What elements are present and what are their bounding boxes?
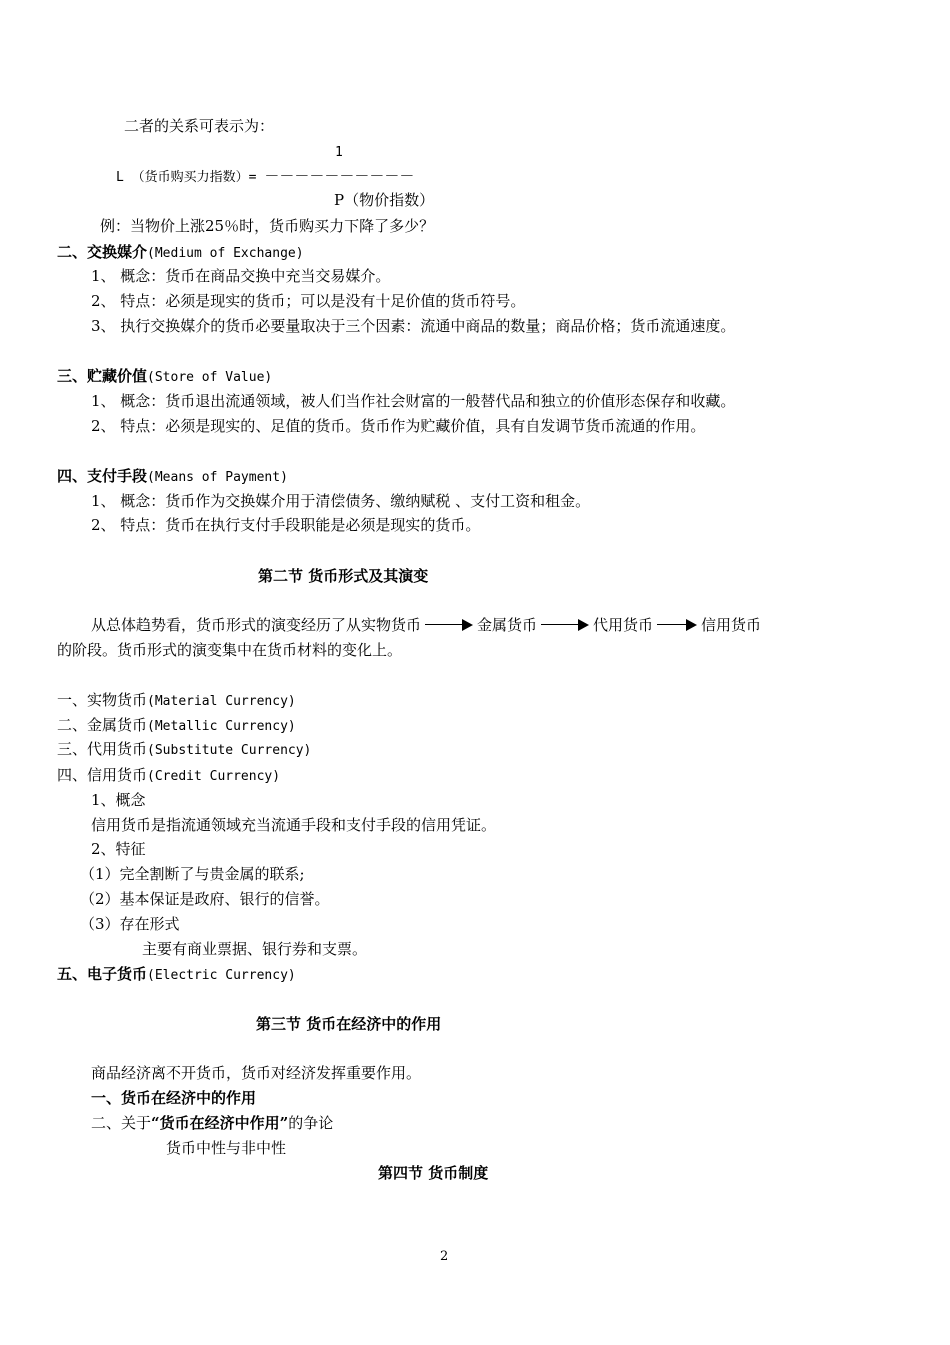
store-item-1: 1、 概念：货币退出流通领域，被人们当作社会财富的一般替代品和独立的价值形态保存和收藏。: [91, 392, 736, 410]
page-number: 2: [440, 1249, 449, 1264]
credit-forms: 主要有商业票据、银行券和支票。: [142, 940, 368, 958]
arrow-right-icon: [657, 615, 697, 635]
credit-concept-label: 1、概念: [91, 791, 146, 809]
evolution-line: [91, 615, 761, 635]
formula-example: 例：当物价上涨25％时，货币购买力下降了多少？: [100, 217, 435, 235]
exchange-item-3: 3、 执行交换媒介的货币必要量取决于三个因素：流通中商品的数量；商品价格；货币流通速度。: [91, 317, 736, 335]
evolution-prefix: 从总体趋势看，货币形式的演变经历了从实物货币: [91, 616, 422, 634]
formula-line: [116, 166, 414, 186]
arrow-right-icon: [541, 615, 589, 635]
formula-intro: 二者的关系可表示为：: [124, 117, 275, 135]
currency-type-en: (Metallic Currency): [147, 719, 296, 734]
section3-title: 第三节 货币在经济中的作用: [256, 1015, 442, 1033]
section-exchange-heading: [57, 242, 304, 262]
currency-type-substitute: [57, 739, 311, 759]
currency-type-label: 四、信用货币: [57, 766, 148, 784]
arrow-right-icon: [425, 615, 473, 635]
formula-numerator: 1: [335, 145, 343, 160]
section3-item-2-sub: 货币中性与非中性: [166, 1139, 287, 1157]
section-store-title-en: (Store of Value): [147, 370, 273, 385]
section3-item-2-prefix: 二、关于: [91, 1114, 152, 1132]
section3-item-2-suffix: 的争论: [288, 1114, 334, 1132]
currency-type-en: (Material Currency): [147, 694, 296, 709]
section-store-heading: [57, 366, 272, 386]
evolution-step-substitute: 代用货币: [593, 616, 654, 634]
store-item-2: 2、 特点：必须是现实的、足值的货币。货币作为贮藏价值，具有自发调节货币流通的作用。: [91, 417, 706, 435]
exchange-item-2: 2、 特点：必须是现实的货币；可以是没有十足价值的货币符号。: [91, 292, 526, 310]
section-payment-title: 四、支付手段: [57, 467, 148, 485]
section-electronic-title: 五、电子货币: [57, 965, 148, 983]
credit-feature-1: （1）完全割断了与贵金属的联系;: [80, 865, 305, 883]
currency-type-metallic: [57, 715, 296, 735]
payment-item-2: 2、 特点：货币在执行支付手段职能是必须是现实的货币。: [91, 516, 481, 534]
credit-concept-text: 信用货币是指流通领域充当流通手段和支付手段的信用凭证。: [91, 816, 497, 834]
section-payment-heading: [57, 466, 288, 486]
section-payment-title-en: (Means of Payment): [147, 470, 288, 485]
section-electronic-heading: [57, 964, 296, 984]
section3-intro: 商品经济离不开货币，货币对经济发挥重要作用。: [91, 1064, 422, 1082]
exchange-item-1: 1、 概念：货币在商品交换中充当交易媒介。: [91, 267, 391, 285]
currency-type-material: [57, 690, 296, 710]
currency-type-label: 二、金属货币: [57, 716, 148, 734]
credit-feature-3: （3）存在形式: [80, 915, 180, 933]
section3-item-1: 一、货币在经济中的作用: [91, 1089, 257, 1107]
formula-denominator: P（物价指数）: [334, 191, 435, 209]
section4-title: 第四节 货币制度: [378, 1164, 489, 1182]
section2-title: 第二节 货币形式及其演变: [258, 567, 429, 585]
section3-item-2: [91, 1113, 333, 1133]
evolution-step-credit: 信用货币: [701, 616, 762, 634]
evolution-tail: 的阶段。货币形式的演变集中在货币材料的变化上。: [57, 641, 403, 659]
section-exchange-title-en: (Medium of Exchange): [147, 246, 304, 261]
currency-type-credit: [57, 765, 280, 785]
credit-feature-2: （2）基本保证是政府、银行的信誉。: [80, 890, 330, 908]
currency-type-label: 三、代用货币: [57, 740, 148, 758]
section-electronic-title-en: (Electric Currency): [147, 968, 296, 983]
section3-item-2-bold: “货币在经济中作用”: [151, 1114, 289, 1132]
evolution-step-metal: 金属货币: [477, 616, 538, 634]
payment-item-1: 1、 概念：货币作为交换媒介用于清偿债务、缴纳赋税 、支付工资和租金。: [91, 492, 591, 510]
formula-lhs: L （货币购买力指数）=: [116, 170, 265, 185]
currency-type-en: (Credit Currency): [147, 769, 281, 784]
section-exchange-title: 二、交换媒介: [57, 243, 148, 261]
currency-type-en: (Substitute Currency): [147, 743, 312, 758]
credit-feature-label: 2、特征: [91, 840, 146, 858]
formula-fraction-bar: －－－－－－－－－－: [264, 167, 415, 185]
currency-type-label: 一、实物货币: [57, 691, 148, 709]
section-store-title: 三、贮藏价值: [57, 367, 148, 385]
